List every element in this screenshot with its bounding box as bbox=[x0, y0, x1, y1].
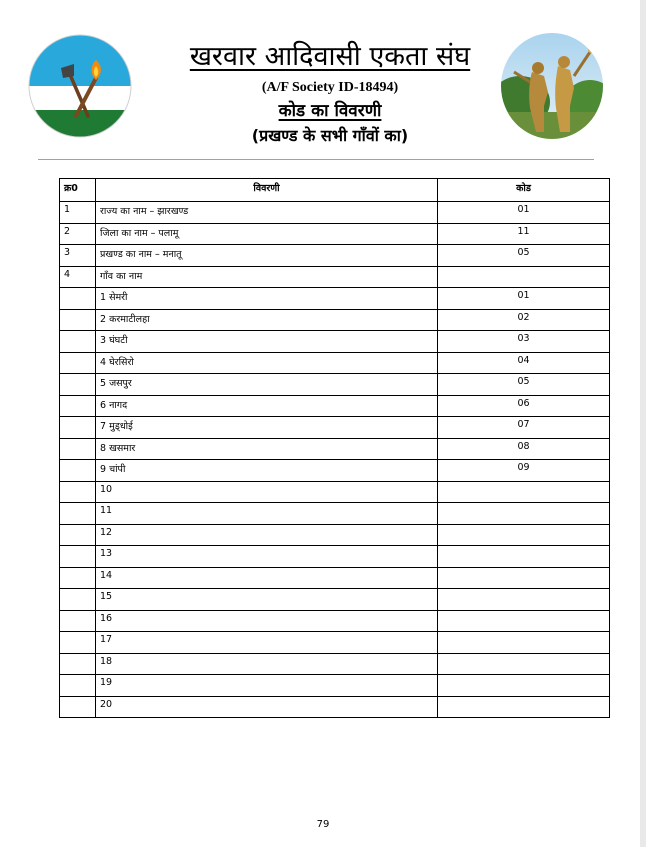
table-header-row bbox=[60, 179, 610, 202]
cell-code bbox=[438, 632, 610, 654]
cell-description: 15 bbox=[96, 589, 438, 611]
cell-code bbox=[438, 546, 610, 568]
cell-serial bbox=[60, 395, 96, 417]
table-row bbox=[60, 223, 610, 245]
cell-serial bbox=[60, 503, 96, 525]
header-divider bbox=[38, 159, 594, 160]
column-header-description: विवरणी bbox=[96, 179, 438, 202]
cell-code: 03 bbox=[438, 331, 610, 353]
cell-serial: 4 bbox=[60, 266, 96, 288]
table-row bbox=[60, 395, 610, 417]
cell-description: 3 घंघटी bbox=[96, 331, 438, 353]
cell-serial bbox=[60, 546, 96, 568]
table-row bbox=[60, 610, 610, 632]
cell-serial: 2 bbox=[60, 223, 96, 245]
cell-code bbox=[438, 610, 610, 632]
cell-serial bbox=[60, 675, 96, 697]
table-row bbox=[60, 632, 610, 654]
table-row bbox=[60, 481, 610, 503]
cell-serial bbox=[60, 438, 96, 460]
cell-code: 05 bbox=[438, 374, 610, 396]
table-row bbox=[60, 524, 610, 546]
organization-title: खरवार आदिवासी एकता संघ bbox=[189, 41, 471, 72]
cell-code: 01 bbox=[438, 288, 610, 310]
cell-serial bbox=[60, 524, 96, 546]
cell-code bbox=[438, 481, 610, 503]
cell-description: 10 bbox=[96, 481, 438, 503]
cell-serial bbox=[60, 331, 96, 353]
cell-serial bbox=[60, 610, 96, 632]
cell-description: 1 सेमरी bbox=[96, 288, 438, 310]
table-row bbox=[60, 438, 610, 460]
cell-description: 18 bbox=[96, 653, 438, 675]
cell-description: 14 bbox=[96, 567, 438, 589]
cell-code: 04 bbox=[438, 352, 610, 374]
table-row bbox=[60, 675, 610, 697]
cell-serial bbox=[60, 653, 96, 675]
cell-serial bbox=[60, 309, 96, 331]
table-row bbox=[60, 245, 610, 267]
cell-description: 4 घेरसिरो bbox=[96, 352, 438, 374]
cell-code: 05 bbox=[438, 245, 610, 267]
cell-description: 13 bbox=[96, 546, 438, 568]
cell-description: 11 bbox=[96, 503, 438, 525]
cell-code bbox=[438, 266, 610, 288]
cell-code bbox=[438, 696, 610, 718]
cell-description: 7 मुड्धोई bbox=[96, 417, 438, 439]
cell-description: 17 bbox=[96, 632, 438, 654]
cell-description: 5 जसपुर bbox=[96, 374, 438, 396]
cell-description: राज्य का नाम – झारखण्ड bbox=[96, 202, 438, 224]
cell-code: 09 bbox=[438, 460, 610, 482]
cell-description: जिला का नाम – पलामू bbox=[96, 223, 438, 245]
society-id: (A/F Society ID-18494) bbox=[261, 80, 399, 95]
cell-code bbox=[438, 567, 610, 589]
cell-code: 11 bbox=[438, 223, 610, 245]
table-row bbox=[60, 352, 610, 374]
cell-serial bbox=[60, 481, 96, 503]
cell-serial bbox=[60, 632, 96, 654]
cell-code: 07 bbox=[438, 417, 610, 439]
table-row bbox=[60, 309, 610, 331]
cell-description: गाँव का नाम bbox=[96, 266, 438, 288]
cell-description: 9 चांपी bbox=[96, 460, 438, 482]
cell-description: प्रखण्ड का नाम – मनातू bbox=[96, 245, 438, 267]
cell-code: 08 bbox=[438, 438, 610, 460]
table-row bbox=[60, 288, 610, 310]
cell-serial bbox=[60, 567, 96, 589]
cell-code: 02 bbox=[438, 309, 610, 331]
cell-serial bbox=[60, 288, 96, 310]
table-row bbox=[60, 202, 610, 224]
cell-serial: 3 bbox=[60, 245, 96, 267]
page-number: 79 bbox=[316, 819, 330, 830]
cell-code: 01 bbox=[438, 202, 610, 224]
table-row bbox=[60, 331, 610, 353]
cell-code: 06 bbox=[438, 395, 610, 417]
column-header-code: कोड bbox=[438, 179, 610, 202]
column-header-serial: क्र0 bbox=[60, 179, 96, 202]
table-row bbox=[60, 374, 610, 396]
cell-description: 12 bbox=[96, 524, 438, 546]
table-row bbox=[60, 653, 610, 675]
table-row bbox=[60, 546, 610, 568]
cell-serial bbox=[60, 352, 96, 374]
table-row bbox=[60, 460, 610, 482]
table-row bbox=[60, 417, 610, 439]
cell-code bbox=[438, 503, 610, 525]
cell-serial bbox=[60, 589, 96, 611]
cell-serial bbox=[60, 417, 96, 439]
cell-serial bbox=[60, 696, 96, 718]
table-row bbox=[60, 589, 610, 611]
cell-serial bbox=[60, 460, 96, 482]
document-subtitle-detail: (प्रखण्ड के सभी गाँवों का) bbox=[251, 126, 409, 145]
cell-description: 2 करमाटीलहा bbox=[96, 309, 438, 331]
table-row bbox=[60, 696, 610, 718]
cell-code bbox=[438, 675, 610, 697]
table-row bbox=[60, 266, 610, 288]
cell-description: 8 खसमार bbox=[96, 438, 438, 460]
cell-description: 20 bbox=[96, 696, 438, 718]
cell-serial bbox=[60, 374, 96, 396]
page-edge bbox=[640, 0, 646, 847]
cell-description: 16 bbox=[96, 610, 438, 632]
table-row bbox=[60, 503, 610, 525]
table-row bbox=[60, 567, 610, 589]
cell-serial: 1 bbox=[60, 202, 96, 224]
cell-code bbox=[438, 589, 610, 611]
cell-code bbox=[438, 653, 610, 675]
cell-description: 19 bbox=[96, 675, 438, 697]
code-table bbox=[59, 178, 610, 718]
document-subtitle: कोड का विवरणी bbox=[278, 101, 382, 121]
cell-code bbox=[438, 524, 610, 546]
cell-description: 6 नागद bbox=[96, 395, 438, 417]
society-emblem-logo bbox=[28, 34, 132, 138]
